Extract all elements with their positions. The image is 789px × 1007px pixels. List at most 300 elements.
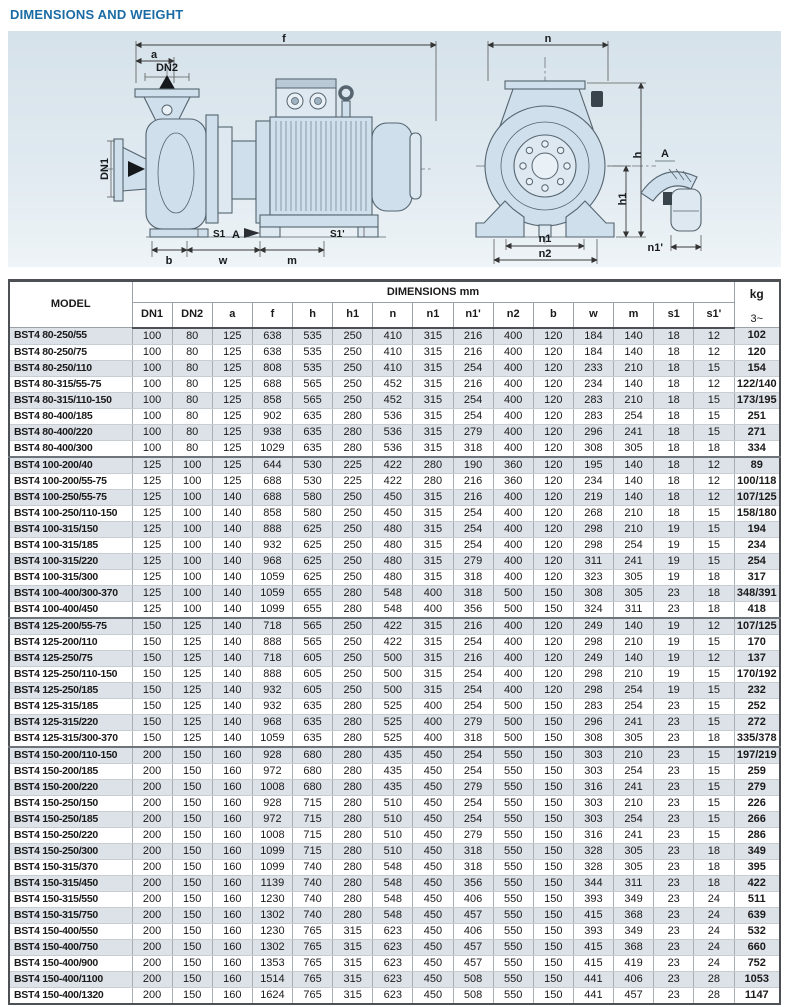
weight-cell: 120 (734, 344, 780, 360)
dimension-cell: 250 (333, 521, 373, 537)
dimension-cell: 150 (533, 955, 573, 971)
view-label-a: A (232, 229, 240, 241)
model-cell: BST4 80-400/220 (9, 424, 132, 440)
dimension-cell: 120 (533, 634, 573, 650)
dimension-cell: 1099 (252, 843, 292, 859)
dimension-cell: 184 (573, 328, 613, 345)
dimension-cell: 500 (373, 682, 413, 698)
dimension-cell: 280 (413, 457, 453, 474)
table-row (9, 473, 780, 489)
dimension-cell: 18 (654, 440, 694, 457)
dimension-cell: 140 (212, 650, 252, 666)
dimension-cell: 23 (654, 811, 694, 827)
dimension-cell: 1099 (252, 859, 292, 875)
dimension-cell: 210 (614, 505, 654, 521)
table-row (9, 344, 780, 360)
dimension-cell: 120 (533, 682, 573, 698)
dimension-cell: 160 (212, 843, 252, 859)
weight-cell: 279 (734, 779, 780, 795)
dimension-cell: 254 (453, 408, 493, 424)
dimension-cell: 80 (172, 376, 212, 392)
dimension-cell: 315 (413, 424, 453, 440)
dimension-cell: 298 (573, 634, 613, 650)
dimension-cell: 140 (212, 698, 252, 714)
model-cell: BST4 150-400/1100 (9, 971, 132, 987)
dimension-cell: 100 (172, 585, 212, 601)
model-cell: BST4 100-315/185 (9, 537, 132, 553)
dimension-cell: 450 (413, 779, 453, 795)
table-row (9, 763, 780, 779)
dimension-cell: 18 (694, 859, 734, 875)
dimension-cell: 200 (132, 987, 172, 1004)
dimension-cell: 241 (614, 553, 654, 569)
model-cell: BST4 150-250/150 (9, 795, 132, 811)
dimension-cell: 450 (413, 859, 453, 875)
dimension-cell: 550 (493, 747, 533, 764)
model-cell: BST4 100-400/300-370 (9, 585, 132, 601)
weight-cell: 1147 (734, 987, 780, 1004)
model-cell: BST4 125-315/220 (9, 714, 132, 730)
dimension-cell: 150 (132, 714, 172, 730)
dimension-cell: 625 (293, 569, 333, 585)
weight-cell: 154 (734, 360, 780, 376)
dimension-cell: 688 (252, 473, 292, 489)
weight-cell: 511 (734, 891, 780, 907)
dimension-cell: 415 (573, 907, 613, 923)
dimension-cell: 548 (373, 859, 413, 875)
dimension-cell: 200 (132, 875, 172, 891)
model-cell: BST4 80-400/300 (9, 440, 132, 457)
dimension-cell: 623 (373, 939, 413, 955)
dimension-cell: 450 (413, 891, 453, 907)
dimension-cell: 280 (333, 843, 373, 859)
dimension-cell: 200 (132, 827, 172, 843)
dim-label-w: w (218, 255, 228, 267)
dimension-cell: 280 (333, 585, 373, 601)
dimension-cell: 18 (654, 424, 694, 440)
dimension-cell: 605 (293, 682, 333, 698)
dimension-cell: 100 (132, 344, 172, 360)
dimension-cell: 1230 (252, 923, 292, 939)
dimension-cell: 120 (533, 650, 573, 666)
dimension-cell: 150 (533, 971, 573, 987)
dimension-cell: 24 (694, 955, 734, 971)
dimension-cell: 150 (172, 907, 212, 923)
dimension-cell: 120 (533, 440, 573, 457)
dimension-cell: 400 (493, 376, 533, 392)
weight-cell: 194 (734, 521, 780, 537)
dim-label-n1-prime: n1' (647, 242, 663, 254)
dimension-cell: 268 (573, 505, 613, 521)
dimension-cell: 536 (373, 424, 413, 440)
dimension-cell: 1029 (252, 440, 292, 457)
table-row (9, 955, 780, 971)
dimension-cell: 688 (252, 376, 292, 392)
dimension-cell: 125 (172, 650, 212, 666)
dimension-cell: 200 (132, 763, 172, 779)
dimension-cell: 125 (212, 328, 252, 345)
dimension-cell: 190 (453, 457, 493, 474)
pump-front-view-drawing (476, 33, 701, 264)
weight-cell: 89 (734, 457, 780, 474)
dimension-cell: 480 (373, 521, 413, 537)
dimension-cell: 280 (333, 763, 373, 779)
dimension-cell: 393 (573, 891, 613, 907)
dimension-cell: 250 (333, 392, 373, 408)
dimension-cell: 24 (694, 939, 734, 955)
dimension-cell: 400 (493, 521, 533, 537)
model-cell: BST4 80-250/110 (9, 360, 132, 376)
dimension-cell: 254 (453, 360, 493, 376)
dimension-cell: 450 (413, 827, 453, 843)
dimension-cell: 888 (252, 666, 292, 682)
dimension-cell: 250 (333, 489, 373, 505)
model-cell: BST4 150-315/370 (9, 859, 132, 875)
dimension-cell: 250 (333, 666, 373, 682)
dimension-cell: 210 (614, 795, 654, 811)
dimension-cell: 318 (453, 585, 493, 601)
dimension-cell: 888 (252, 634, 292, 650)
dimension-cell: 254 (614, 811, 654, 827)
dimension-cell: 328 (573, 843, 613, 859)
dimension-cell: 450 (413, 875, 453, 891)
dimension-cell: 15 (694, 698, 734, 714)
dimension-cell: 120 (533, 521, 573, 537)
model-cell: BST4 100-250/110-150 (9, 505, 132, 521)
model-cell: BST4 80-400/185 (9, 408, 132, 424)
dimension-cell: 535 (293, 344, 333, 360)
dimension-cell: 419 (614, 955, 654, 971)
dimension-cell: 140 (614, 344, 654, 360)
dimension-cell: 12 (694, 376, 734, 392)
dimension-cell: 150 (132, 634, 172, 650)
weight-cell: 122/140 (734, 376, 780, 392)
table-row (9, 424, 780, 440)
pump-side-view-drawing (99, 33, 436, 267)
weight-cell: 252 (734, 698, 780, 714)
dimension-cell: 254 (453, 537, 493, 553)
dimension-cell: 234 (573, 473, 613, 489)
dimension-cell: 150 (172, 859, 212, 875)
dimension-cell: 120 (533, 473, 573, 489)
dimension-cell: 623 (373, 971, 413, 987)
dimension-cell: 15 (694, 682, 734, 698)
model-cell: BST4 150-400/900 (9, 955, 132, 971)
dimension-cell: 400 (413, 730, 453, 747)
dimension-cell: 120 (533, 328, 573, 345)
dimension-cell: 972 (252, 811, 292, 827)
weight-cell: 272 (734, 714, 780, 730)
dimension-cell: 450 (413, 987, 453, 1004)
dimension-cell: 150 (533, 811, 573, 827)
dimension-cell: 125 (132, 489, 172, 505)
column-header-f: f (252, 303, 292, 328)
dimension-cell: 140 (212, 618, 252, 635)
dimension-cell: 280 (333, 424, 373, 440)
dimension-cell: 315 (413, 650, 453, 666)
dimension-cell: 400 (413, 601, 453, 618)
dimension-cell: 1008 (252, 779, 292, 795)
dimension-cell: 150 (172, 811, 212, 827)
dimension-cell: 605 (293, 666, 333, 682)
dimension-cell: 15 (694, 795, 734, 811)
weight-cell: 170/192 (734, 666, 780, 682)
dimension-cell: 225 (333, 457, 373, 474)
dimension-cell: 18 (654, 457, 694, 474)
dimension-cell: 535 (293, 360, 333, 376)
model-cell: BST4 150-250/185 (9, 811, 132, 827)
table-row (9, 698, 780, 714)
dimension-cell: 19 (654, 650, 694, 666)
dimension-cell: 605 (293, 650, 333, 666)
model-cell: BST4 125-315/300-370 (9, 730, 132, 747)
dimension-cell: 765 (293, 987, 333, 1004)
view-direction-arrow (244, 228, 260, 238)
dimension-cell: 160 (212, 955, 252, 971)
dimension-cell: 932 (252, 682, 292, 698)
kg-phase-label: 3~ (750, 313, 764, 325)
table-row (9, 505, 780, 521)
dimension-cell: 250 (333, 650, 373, 666)
dimension-cell: 125 (172, 730, 212, 747)
dimension-cell: 303 (573, 747, 613, 764)
dimension-cell: 298 (573, 682, 613, 698)
table-row (9, 601, 780, 618)
dimension-cell: 23 (654, 827, 694, 843)
dimension-cell: 23 (654, 875, 694, 891)
weight-cell: 266 (734, 811, 780, 827)
dimension-cell: 450 (373, 505, 413, 521)
dimension-cell: 100 (172, 457, 212, 474)
dimension-cell: 125 (212, 457, 252, 474)
dimension-cell: 19 (654, 521, 694, 537)
column-header-a: a (212, 303, 252, 328)
dimension-cell: 315 (413, 344, 453, 360)
dimension-cell: 525 (373, 730, 413, 747)
dimension-cell: 280 (333, 827, 373, 843)
weight-cell: 170 (734, 634, 780, 650)
dimension-cell: 254 (453, 392, 493, 408)
dimension-cell: 200 (132, 939, 172, 955)
weight-cell: 107/125 (734, 618, 780, 635)
dimension-cell: 250 (333, 569, 373, 585)
dimension-cell: 23 (654, 601, 694, 618)
dimension-cell: 765 (293, 971, 333, 987)
dimension-cell: 200 (132, 859, 172, 875)
dimension-cell: 938 (252, 424, 292, 440)
weight-cell: 251 (734, 408, 780, 424)
dimension-cell: 296 (573, 424, 613, 440)
dimension-cell: 219 (573, 489, 613, 505)
dimension-cell: 216 (453, 489, 493, 505)
dimension-cell: 311 (573, 553, 613, 569)
dimension-cell: 1353 (252, 955, 292, 971)
dimension-cell: 80 (172, 360, 212, 376)
dimension-cell: 125 (212, 408, 252, 424)
dimension-cell: 1230 (252, 891, 292, 907)
table-row (9, 682, 780, 698)
dimension-cell: 858 (252, 505, 292, 521)
dimension-cell: 140 (212, 666, 252, 682)
dimension-cell: 125 (212, 344, 252, 360)
dimension-cell: 480 (373, 553, 413, 569)
dimension-cell: 15 (694, 537, 734, 553)
dimension-cell: 315 (413, 537, 453, 553)
dimension-cell: 125 (132, 457, 172, 474)
dimension-cell: 400 (493, 618, 533, 635)
dimension-cell: 406 (453, 891, 493, 907)
dimension-cell: 19 (654, 537, 694, 553)
dimension-cell: 150 (172, 827, 212, 843)
dimension-cell: 150 (132, 650, 172, 666)
dimension-cell: 315 (413, 376, 453, 392)
dimension-cell: 125 (172, 634, 212, 650)
dimension-cell: 500 (493, 714, 533, 730)
dim-label-dn1: DN1 (99, 157, 111, 181)
dimension-cell: 249 (573, 650, 613, 666)
dimension-cell: 535 (293, 328, 333, 345)
dimension-cell: 765 (293, 923, 333, 939)
dimension-cell: 400 (493, 553, 533, 569)
dim-label-f: f (282, 33, 286, 45)
dimension-cell: 1514 (252, 971, 292, 987)
dimension-cell: 457 (453, 939, 493, 955)
weight-cell: 226 (734, 795, 780, 811)
dimension-cell: 315 (413, 360, 453, 376)
dimension-cell: 150 (132, 682, 172, 698)
table-row (9, 811, 780, 827)
dim-label-n: n (544, 33, 552, 45)
dimension-cell: 715 (293, 795, 333, 811)
dimension-cell: 140 (212, 714, 252, 730)
dimension-cell: 150 (172, 971, 212, 987)
table-row (9, 392, 780, 408)
weight-cell: 100/118 (734, 473, 780, 489)
dimension-cell: 888 (252, 521, 292, 537)
dimension-cell: 24 (694, 923, 734, 939)
weight-cell: 137 (734, 650, 780, 666)
dimension-cell: 150 (533, 859, 573, 875)
dimension-cell: 279 (453, 827, 493, 843)
dimension-cell: 254 (453, 634, 493, 650)
table-row (9, 827, 780, 843)
dimension-cell: 120 (533, 392, 573, 408)
dimension-cell: 308 (573, 730, 613, 747)
dimension-cell: 550 (493, 843, 533, 859)
dimension-cell: 140 (212, 585, 252, 601)
dimension-cell: 280 (333, 907, 373, 923)
dimension-cell: 308 (573, 440, 613, 457)
dimension-cell: 15 (694, 747, 734, 764)
dimension-cell: 184 (573, 344, 613, 360)
model-cell: BST4 125-250/185 (9, 682, 132, 698)
dimension-cell: 441 (573, 987, 613, 1004)
dimension-cell: 18 (654, 473, 694, 489)
dimension-cell: 150 (172, 843, 212, 859)
column-header-s1: s1 (654, 303, 694, 328)
dimension-cell: 125 (212, 376, 252, 392)
dimension-cell: 280 (413, 473, 453, 489)
dimension-cell: 150 (172, 875, 212, 891)
detail-label-a: A (661, 148, 669, 160)
dimension-cell: 400 (413, 698, 453, 714)
dimension-cell: 635 (293, 408, 333, 424)
dimension-cell: 150 (533, 907, 573, 923)
dimension-cell: 150 (533, 795, 573, 811)
dimension-cell: 315 (413, 505, 453, 521)
dimension-cell: 635 (293, 698, 333, 714)
dimension-cell: 24 (694, 891, 734, 907)
dim-label-s1-prime: S1' (330, 229, 345, 240)
dimension-cell: 450 (413, 811, 453, 827)
dimension-cell: 23 (654, 763, 694, 779)
dimension-cell: 254 (453, 811, 493, 827)
weight-cell: 102 (734, 328, 780, 345)
dimension-cell: 15 (694, 360, 734, 376)
dimension-cell: 18 (694, 585, 734, 601)
dimension-cell: 23 (654, 747, 694, 764)
dimension-cell: 480 (373, 537, 413, 553)
table-row (9, 360, 780, 376)
dimension-cell: 210 (614, 747, 654, 764)
dimension-cell: 283 (573, 408, 613, 424)
dimension-cell: 15 (694, 521, 734, 537)
dimension-cell: 18 (654, 328, 694, 345)
table-row (9, 795, 780, 811)
dimension-cell: 23 (654, 939, 694, 955)
dimension-cell: 140 (212, 505, 252, 521)
dimension-cell: 283 (573, 698, 613, 714)
dimension-cell: 216 (453, 376, 493, 392)
dimension-cell: 100 (132, 376, 172, 392)
dimension-cell: 15 (694, 392, 734, 408)
table-row (9, 328, 780, 345)
dimension-cell: 740 (293, 859, 333, 875)
column-header-h1: h1 (333, 303, 373, 328)
weight-cell: 334 (734, 440, 780, 457)
dimension-cell: 140 (614, 650, 654, 666)
column-header-w: w (573, 303, 613, 328)
dimension-cell: 150 (172, 891, 212, 907)
dimension-cell: 410 (373, 344, 413, 360)
dimension-cell: 400 (493, 682, 533, 698)
dimension-cell: 550 (493, 875, 533, 891)
dimension-cell: 480 (373, 569, 413, 585)
dimension-cell: 23 (654, 843, 694, 859)
dimension-cell: 280 (333, 859, 373, 875)
dimension-cell: 344 (573, 875, 613, 891)
dimension-cell: 254 (614, 763, 654, 779)
dimension-cell: 680 (293, 779, 333, 795)
dimension-cell: 280 (333, 440, 373, 457)
weight-cell: 639 (734, 907, 780, 923)
dimension-cell: 422 (373, 457, 413, 474)
dimension-cell: 18 (654, 408, 694, 424)
dimension-cell: 150 (533, 891, 573, 907)
dimension-cell: 15 (694, 763, 734, 779)
model-cell: BST4 150-315/550 (9, 891, 132, 907)
dimension-cell: 80 (172, 344, 212, 360)
dimension-cell: 19 (654, 666, 694, 682)
dimension-cell: 200 (132, 923, 172, 939)
dimension-cell: 625 (293, 521, 333, 537)
dimension-cell: 968 (252, 553, 292, 569)
dimension-cell: 150 (533, 585, 573, 601)
dimension-cell: 623 (373, 923, 413, 939)
dimension-cell: 150 (533, 747, 573, 764)
technical-drawings-panel (8, 31, 781, 267)
weight-cell: 1053 (734, 971, 780, 987)
